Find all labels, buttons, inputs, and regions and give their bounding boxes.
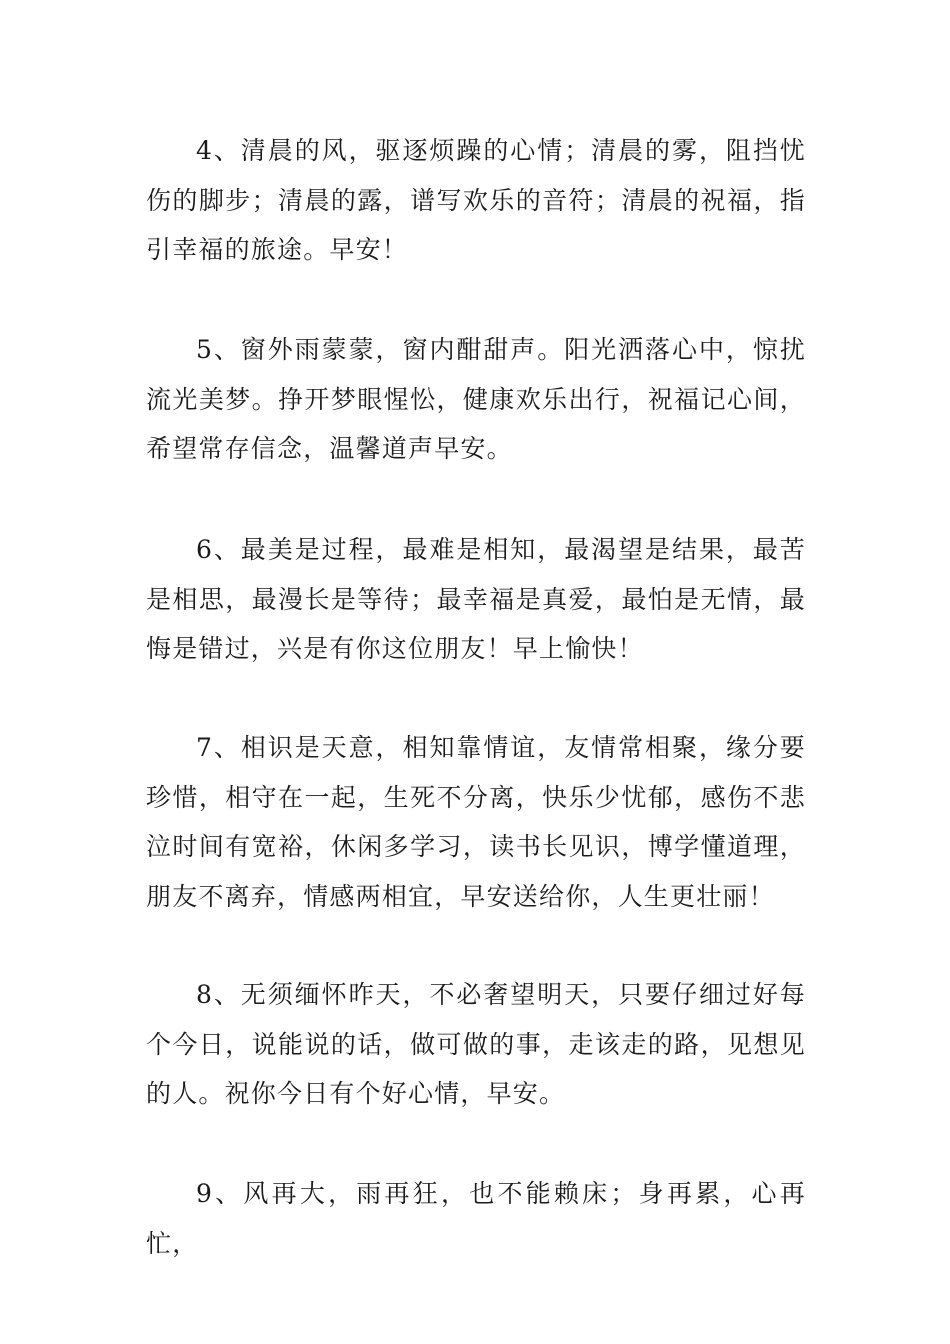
- paragraph-4: 4、清晨的风，驱逐烦躁的心情；清晨的雾，阻挡忧伤的脚步；清晨的露，谱写欢乐的音符；清晨的祝福，指引幸福的旅途。早安！: [146, 136, 806, 264]
- paragraph-6: 6、最美是过程，最难是相知，最渴望是结果，最苦是相思，最漫长是等待；最幸福是真爱，最怕是无情，最悔是错过，兴是有你这位朋友！早上愉快！: [146, 535, 806, 663]
- paragraph-8: 8、无须缅怀昨天，不必奢望明天，只要仔细过好每个今日，说能说的话，做可做的事，走该走的路，见想见的人。祝你今日有个好心情，早安。: [146, 980, 806, 1108]
- paragraph-9: 9、风再大，雨再狂，也不能赖床；身再累，心再忙，: [146, 1179, 806, 1258]
- paragraph-7: 7、相识是天意，相知靠情谊，友情常相聚，缘分要珍惜，相守在一起，生死不分离，快乐少忧郁，感伤不悲泣时间有宽裕，休闲多学习，读书长见识，博学懂道理，朋友不离弃，情感两相宜，早安送给你，人生更壮丽！: [146, 733, 806, 911]
- paragraph-5: 5、窗外雨蒙蒙，窗内酣甜声。阳光洒落心中，惊扰流光美梦。挣开梦眼惺忪，健康欢乐出行，祝福记心间，希望常存信念，温馨道声早安。: [146, 335, 806, 463]
